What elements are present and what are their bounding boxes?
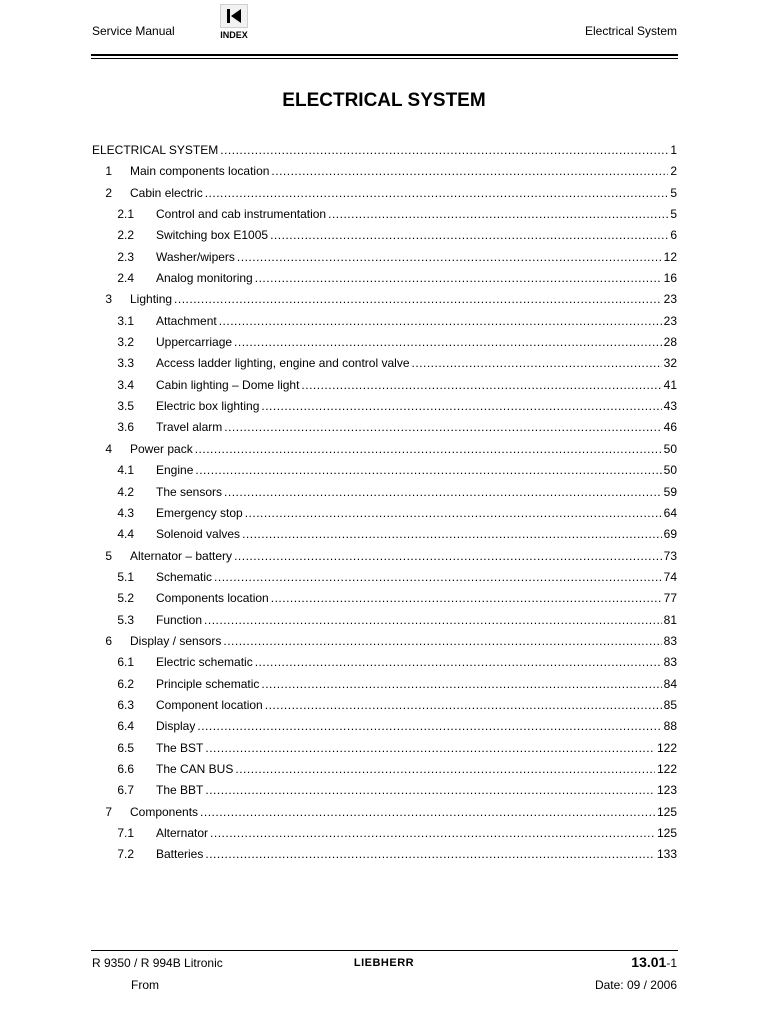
header-manual-label: Service Manual [92,24,175,38]
toc-leader-dots [242,524,662,545]
toc-entry-number: 4.2 [117,484,134,499]
toc-entry-page: 84 [663,676,677,691]
toc-entry-number: 3.3 [117,356,134,371]
toc-entry-number: 3.4 [117,377,134,392]
toc-entry[interactable] [92,823,677,844]
toc-entry-number: 6.1 [117,655,134,670]
toc-entry-title: Control and cab instrumentation [156,207,327,222]
index-label: INDEX [220,30,248,40]
toc-entry-number: 4.4 [117,527,134,542]
toc-entry-title: Cabin lighting – Dome light [156,377,300,392]
toc-entry-page: 2 [670,164,677,179]
toc-leader-dots [261,396,661,417]
footer-brand: LIEBHERR [353,957,415,969]
toc-entry-title: Travel alarm [156,420,223,435]
toc-entry-title: Electric box lighting [156,399,260,414]
toc-leader-dots [301,375,661,396]
toc-entry-title: The BST [156,740,204,755]
toc-entry-title: Emergency stop [156,505,243,520]
toc-entry-title: Component location [156,697,263,712]
toc-entry-number: 5 [105,548,112,563]
toc-entry-page: 83 [663,633,677,648]
toc-entry[interactable] [92,503,677,524]
toc-entry-title: Electric schematic [156,655,253,670]
toc-leader-dots [271,588,662,609]
footer-model: R 9350 / R 994B Litronic [92,956,223,970]
toc-leader-dots [214,567,662,588]
toc-leader-dots [265,695,662,716]
toc-entry-title: Lighting [130,292,173,307]
toc-entry-title: Components location [156,591,269,606]
toc-leader-dots [210,823,655,844]
toc-leader-dots [204,610,662,631]
toc-entry-page: 133 [656,847,677,862]
toc-entry-title: Washer/wipers [156,249,235,264]
toc-entry-page: 81 [663,612,677,627]
toc-leader-dots [205,183,669,204]
toc-entry-page: 88 [663,719,677,734]
footer-from: From [131,978,159,992]
toc-entry-title: Display / sensors [130,633,222,648]
toc-entry-number: 3.5 [117,399,134,414]
page-title: ELECTRICAL SYSTEM [282,90,486,111]
toc-entry[interactable] [92,417,677,438]
toc-entry-number: 5.1 [117,569,134,584]
toc-entry-page: 64 [663,505,677,520]
toc-entry[interactable] [92,247,677,268]
toc-entry[interactable] [92,780,677,801]
toc-entry-number: 7 [105,804,112,819]
toc-leader-dots [224,482,662,503]
toc-entry-page: 16 [663,271,677,286]
toc-entry[interactable] [92,353,677,374]
footer-page-sub: -1 [666,956,677,970]
toc-entry[interactable] [92,674,677,695]
toc-entry-title: Components [130,804,199,819]
toc-entry[interactable] [92,588,677,609]
toc-entry-page: 69 [663,527,677,542]
toc-entry-page: 6 [670,228,677,243]
toc-leader-dots [412,353,662,374]
toc-leader-dots [255,652,662,673]
toc-leader-dots [245,503,662,524]
toc-entry-number: 7.1 [117,826,134,840]
toc-leader-dots [328,204,668,225]
header-section-label: Electrical System [584,24,677,38]
toc-entry-title: Batteries [156,847,204,862]
toc-leader-dots [234,332,662,353]
toc-leader-dots [271,161,668,182]
toc-leader-dots [197,716,661,737]
toc-entry-page: 50 [663,441,677,456]
toc-entry[interactable] [92,268,677,289]
toc-entry-title: Function [156,612,203,627]
toc-entry-number: 2 [105,185,112,200]
toc-entry[interactable] [92,738,677,759]
toc-entry[interactable] [92,716,677,737]
toc-entry-page: 28 [663,335,677,350]
toc-leader-dots [237,247,662,268]
toc-entry-page: 73 [663,548,677,563]
toc-entry-number: 3.2 [117,335,134,350]
toc-entry-number: 7.2 [117,847,134,862]
toc-entry-title: Cabin electric [130,185,203,200]
toc-entry-page: 85 [663,697,677,712]
toc-entry-number: 3.6 [117,420,134,435]
toc-entry[interactable] [92,289,677,310]
toc-entry-page: 5 [670,185,677,200]
toc-entry-number: 6.3 [117,697,134,712]
toc-entry-title: Analog monitoring [156,271,253,286]
toc-entry[interactable] [92,439,677,460]
toc-entry-page: 50 [663,463,677,478]
toc-entry-page: 122 [656,761,677,776]
toc-entry-page: 23 [663,292,677,307]
footer-page-number [631,954,677,970]
toc-entry-number: 4.3 [117,505,134,520]
toc-leader-dots [235,759,655,780]
toc-entry-number: 6.5 [117,740,134,755]
toc-entry-number: 3 [105,292,112,307]
skip-back-icon [220,4,248,28]
toc-entry-page: 1 [670,143,677,157]
toc-entry-page: 23 [663,313,677,328]
toc-entry-title: ELECTRICAL SYSTEM [92,143,219,157]
toc-entry[interactable] [92,396,677,417]
toc-entry-title: Principle schematic [156,676,260,691]
toc-entry-number: 5.2 [117,591,134,606]
toc-entry[interactable] [92,140,677,161]
toc-entry-page: 41 [663,377,677,392]
toc-leader-dots [195,439,662,460]
toc-entry[interactable] [92,161,677,182]
toc-entry-number: 6.4 [117,719,134,734]
toc-entry[interactable] [92,204,677,225]
toc-entry-number: 2.1 [117,207,134,222]
toc-entry-title: Access ladder lighting, engine and control valve [156,356,410,371]
toc-entry-page: 122 [656,740,677,755]
toc-entry-title: Attachment [156,313,217,328]
toc-entry-page: 74 [663,569,677,584]
toc-entry-page: 123 [656,783,677,798]
toc-entry[interactable] [92,802,677,823]
toc-entry-title: The BBT [156,783,204,798]
toc-entry[interactable] [92,524,677,545]
toc-entry[interactable] [92,759,677,780]
toc-leader-dots [255,268,662,289]
toc-entry[interactable] [92,631,677,652]
toc-entry-number: 5.3 [117,612,134,627]
toc-entry-title: Main components location [130,164,270,179]
toc-entry-number: 6.7 [117,783,134,798]
toc-entry-page: 125 [656,804,677,819]
toc-leader-dots [261,674,661,695]
toc-entry-title: Schematic [156,569,213,584]
toc-entry-number: 6 [105,633,112,648]
toc-entry-page: 32 [663,356,677,371]
toc-leader-dots [223,631,661,652]
toc-leader-dots [205,844,655,865]
toc-entry[interactable] [92,844,677,865]
toc-entry[interactable] [92,567,677,588]
toc-entry[interactable] [92,332,677,353]
toc-entry[interactable] [92,482,677,503]
toc-entry-number: 6.2 [117,676,134,691]
toc-entry-title: Display [156,719,196,734]
toc-entry[interactable] [92,183,677,204]
toc-entry-title: Switching box E1005 [156,228,269,243]
toc-leader-dots [174,289,662,310]
toc-entry[interactable] [92,695,677,716]
toc-entry[interactable] [92,460,677,481]
toc-entry-number: 4 [105,441,112,456]
toc-entry-number: 3.1 [117,313,134,328]
toc-leader-dots [219,311,662,332]
toc-entry[interactable] [92,652,677,673]
toc-entry-title: Alternator – battery [130,548,233,563]
toc-entry-number: 6.6 [117,761,134,776]
toc-entry-title: Engine [156,463,194,478]
header-divider-thin [91,58,678,59]
toc-entry[interactable] [92,225,677,246]
toc-entry-title: The CAN BUS [156,761,234,776]
table-of-contents [92,140,677,866]
toc-leader-dots [205,738,655,759]
toc-entry-number: 1 [105,164,112,179]
toc-entry-title: The sensors [156,484,223,499]
toc-entry-page: 46 [663,420,677,435]
index-button[interactable] [216,4,252,40]
toc-entry-number: 4.1 [117,463,134,478]
toc-entry-title: Alternator [156,826,209,840]
toc-entry-page: 77 [663,591,677,606]
toc-entry-page: 5 [670,207,677,222]
footer-divider [91,950,678,951]
toc-entry-number: 2.4 [117,271,134,286]
toc-entry[interactable] [92,375,677,396]
toc-leader-dots [270,225,668,246]
toc-leader-dots [224,417,661,438]
toc-leader-dots [200,802,655,823]
toc-leader-dots [220,140,668,161]
footer-date: Date: 09 / 2006 [594,978,677,992]
toc-entry-page: 43 [663,399,677,414]
header-divider [91,54,678,56]
toc-leader-dots [195,460,661,481]
toc-entry-title: Power pack [130,441,193,456]
toc-entry-number: 2.2 [117,228,134,243]
toc-leader-dots [205,780,655,801]
toc-entry-page: 125 [656,826,677,840]
toc-entry-number: 2.3 [117,249,134,264]
toc-entry-page: 83 [663,655,677,670]
toc-entry[interactable] [92,610,677,631]
toc-leader-dots [234,546,662,567]
toc-entry-page: 59 [663,484,677,499]
toc-entry-title: Solenoid valves [156,527,241,542]
toc-entry-title: Uppercarriage [156,335,233,350]
toc-entry[interactable] [92,546,677,567]
toc-entry-page: 12 [663,249,677,264]
toc-entry[interactable] [92,311,677,332]
footer-page-main: 13.01 [631,954,667,970]
